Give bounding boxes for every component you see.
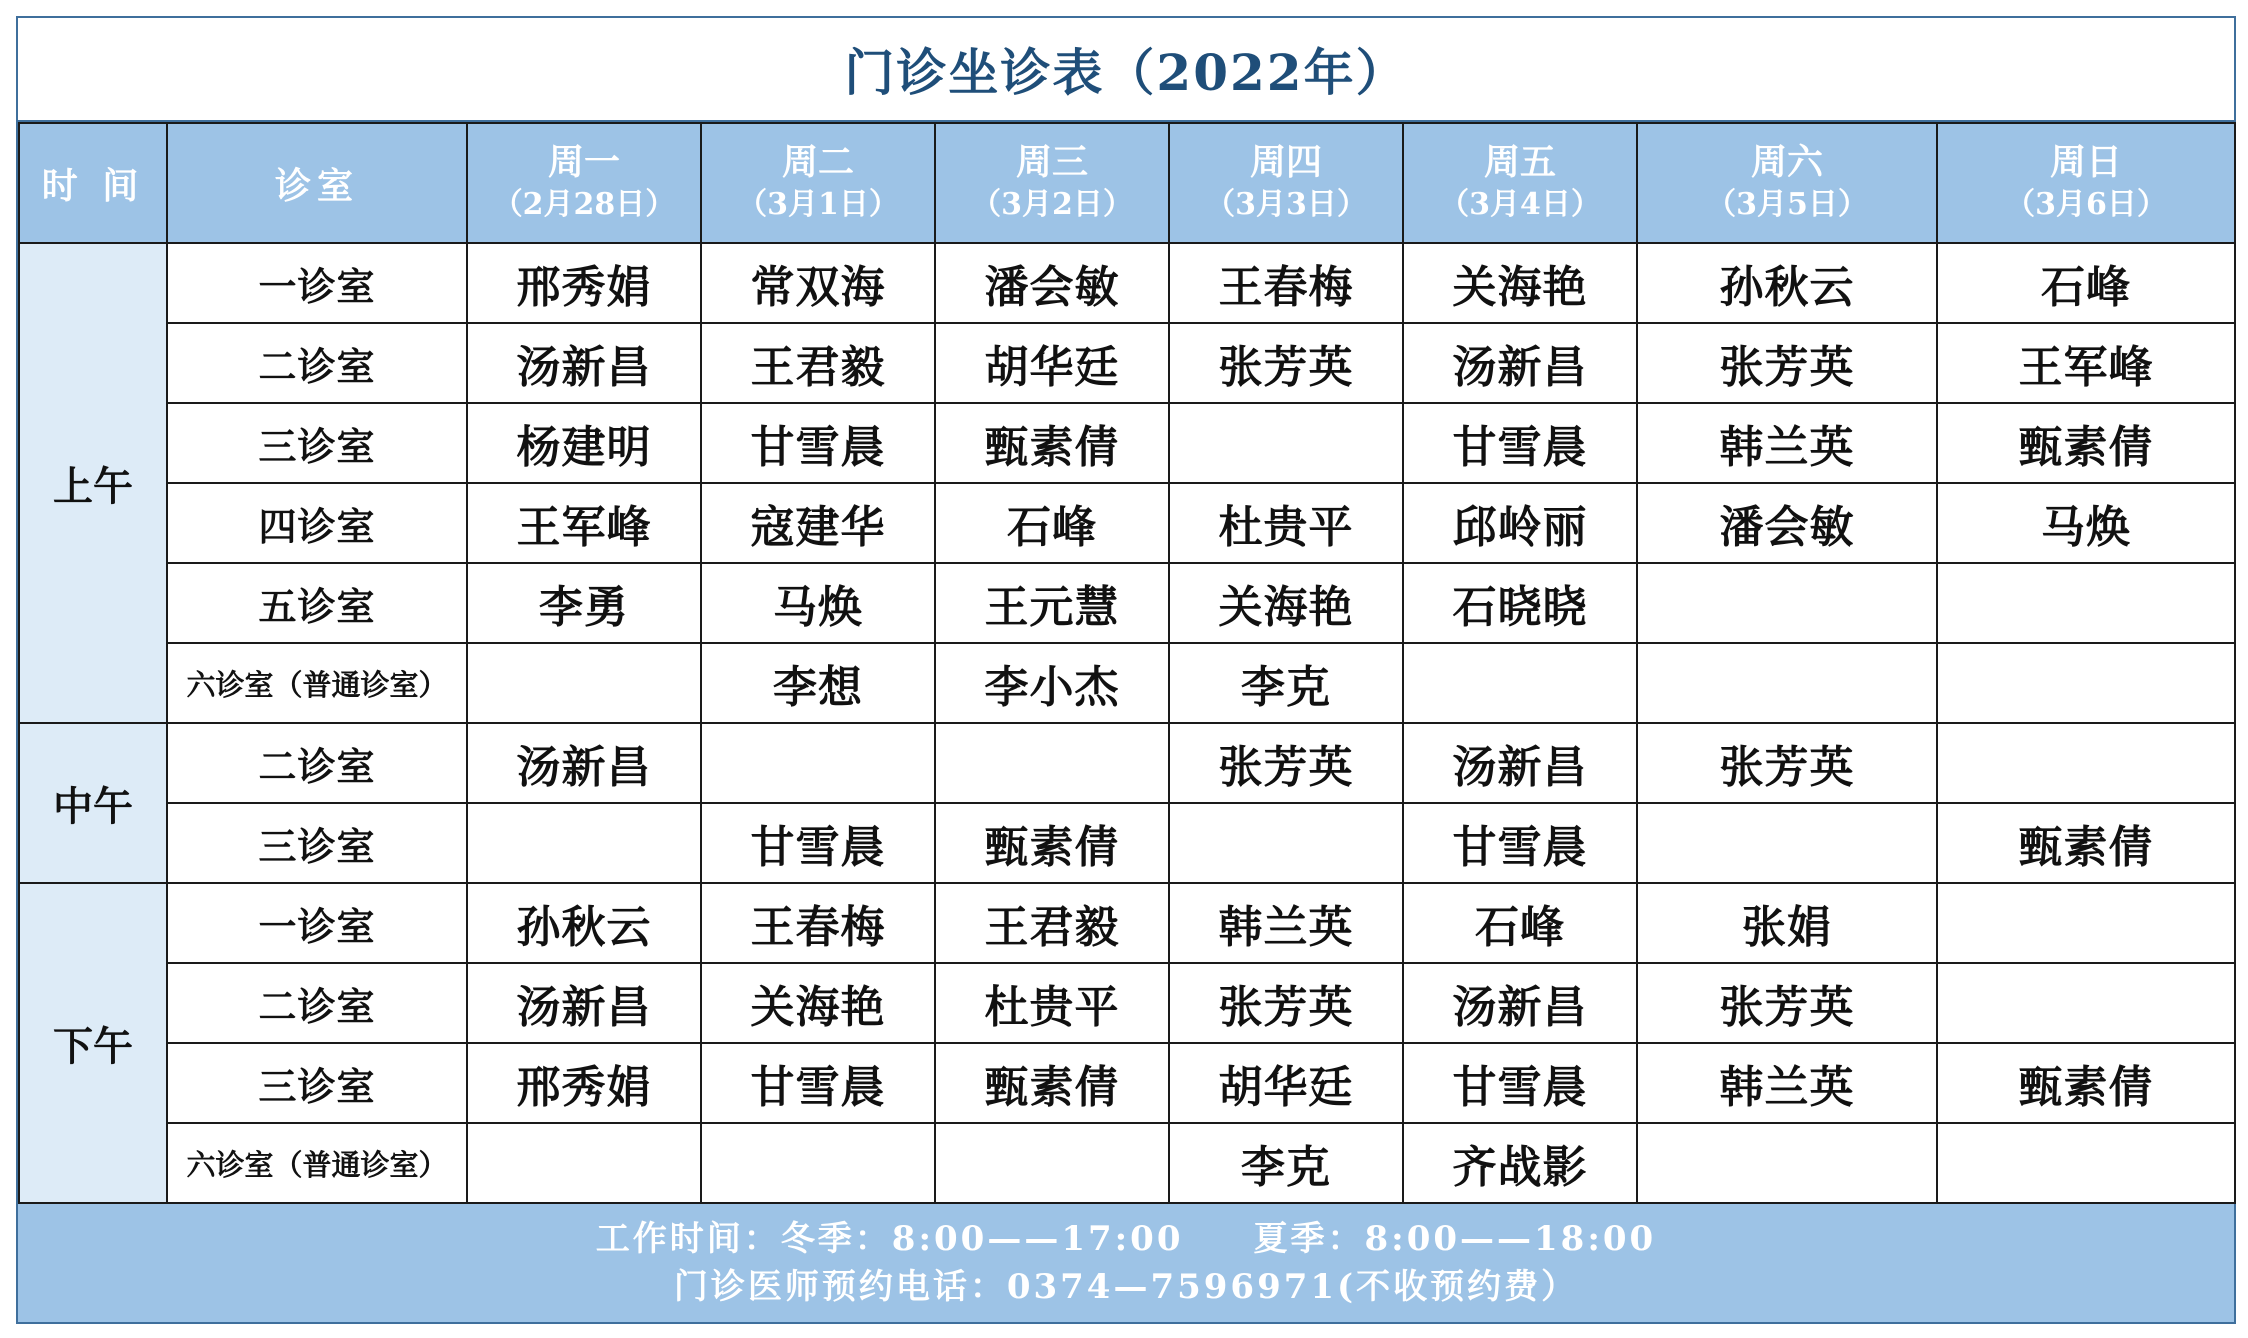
doctor-cell: 王春梅 — [1169, 243, 1403, 323]
doctor-cell: 汤新昌 — [1403, 323, 1637, 403]
doctor-cell: 张芳英 — [1169, 723, 1403, 803]
doctor-cell: 李小杰 — [935, 643, 1169, 723]
doctor-cell — [467, 643, 701, 723]
doctor-cell: 张娟 — [1637, 883, 1937, 963]
time-column-header: 时 间 — [19, 123, 167, 243]
doctor-cell: 王君毅 — [701, 323, 935, 403]
doctor-cell — [1937, 723, 2235, 803]
doctor-cell: 杜贵平 — [935, 963, 1169, 1043]
doctor-cell — [1169, 403, 1403, 483]
doctor-cell: 韩兰英 — [1169, 883, 1403, 963]
doctor-cell: 张芳英 — [1169, 963, 1403, 1043]
table-row — [19, 1123, 2235, 1203]
doctor-cell: 邢秀娟 — [467, 243, 701, 323]
doctor-cell: 甘雪晨 — [1403, 1043, 1637, 1123]
doctor-cell: 汤新昌 — [467, 323, 701, 403]
doctor-cell: 马焕 — [701, 563, 935, 643]
room-cell: 三诊室 — [167, 803, 467, 883]
doctor-cell: 马焕 — [1937, 483, 2235, 563]
table-row — [19, 963, 2235, 1043]
table-row — [19, 243, 2235, 323]
doctor-cell: 甄素倩 — [1937, 1043, 2235, 1123]
doctor-cell: 常双海 — [701, 243, 935, 323]
hours-summer: 夏季：8:00——18:00 — [1253, 1219, 1657, 1259]
room-cell: 六诊室（普通诊室） — [167, 1123, 467, 1203]
doctor-cell: 汤新昌 — [1403, 963, 1637, 1043]
doctor-cell: 汤新昌 — [1403, 723, 1637, 803]
day-date: （3月6日） — [2005, 187, 2167, 222]
doctor-cell — [1937, 883, 2235, 963]
doctor-cell: 甄素倩 — [935, 403, 1169, 483]
doctor-cell: 李克 — [1169, 1123, 1403, 1203]
doctor-cell: 甄素倩 — [1937, 403, 2235, 483]
doctor-cell: 李克 — [1169, 643, 1403, 723]
doctor-cell: 潘会敏 — [935, 243, 1169, 323]
doctor-cell: 甄素倩 — [935, 803, 1169, 883]
doctor-cell: 甘雪晨 — [701, 803, 935, 883]
doctor-cell: 孙秋云 — [467, 883, 701, 963]
header-row — [19, 123, 2235, 243]
doctor-cell: 寇建华 — [701, 483, 935, 563]
table-row — [19, 563, 2235, 643]
table-row — [19, 323, 2235, 403]
doctor-cell: 胡华廷 — [1169, 1043, 1403, 1123]
table-row — [19, 403, 2235, 483]
doctor-cell: 关海艳 — [701, 963, 935, 1043]
day-name: 周四 — [1249, 141, 1322, 183]
day-name: 周三 — [1015, 141, 1088, 183]
room-cell: 六诊室（普通诊室） — [167, 643, 467, 723]
day-header-thu — [1169, 123, 1403, 243]
doctor-cell — [1637, 1123, 1937, 1203]
doctor-cell: 甘雪晨 — [701, 1043, 935, 1123]
doctor-cell — [701, 1123, 935, 1203]
doctor-cell: 石峰 — [1403, 883, 1637, 963]
day-name: 周五 — [1483, 141, 1556, 183]
day-header-sat — [1637, 123, 1937, 243]
doctor-cell — [467, 803, 701, 883]
doctor-cell: 王军峰 — [467, 483, 701, 563]
day-header-wed — [935, 123, 1169, 243]
doctor-cell: 关海艳 — [1169, 563, 1403, 643]
day-date: （2月28日） — [492, 187, 676, 222]
table-row — [19, 723, 2235, 803]
day-name: 周二 — [781, 141, 854, 183]
doctor-cell: 甘雪晨 — [701, 403, 935, 483]
doctor-cell: 张芳英 — [1637, 723, 1937, 803]
doctor-cell — [1637, 643, 1937, 723]
room-column-header: 诊室 — [167, 123, 467, 243]
room-cell: 二诊室 — [167, 963, 467, 1043]
room-cell: 五诊室 — [167, 563, 467, 643]
room-cell: 二诊室 — [167, 323, 467, 403]
day-date: （3月5日） — [1706, 187, 1868, 222]
doctor-cell: 关海艳 — [1403, 243, 1637, 323]
table-row — [19, 643, 2235, 723]
page-title: 门诊坐诊表（2022年） — [18, 18, 2234, 122]
doctor-cell: 李勇 — [467, 563, 701, 643]
doctor-cell — [1937, 563, 2235, 643]
day-header-tue — [701, 123, 935, 243]
room-cell: 二诊室 — [167, 723, 467, 803]
doctor-cell: 甄素倩 — [1937, 803, 2235, 883]
doctor-cell — [467, 1123, 701, 1203]
doctor-cell: 石晓晓 — [1403, 563, 1637, 643]
table-row — [19, 483, 2235, 563]
day-header-fri — [1403, 123, 1637, 243]
doctor-cell: 孙秋云 — [1637, 243, 1937, 323]
doctor-cell: 张芳英 — [1169, 323, 1403, 403]
day-header-sun — [1937, 123, 2235, 243]
doctor-cell — [701, 723, 935, 803]
appointment-phone: 门诊医师预约电话：0374—7596971(不收预约费） — [673, 1267, 1579, 1307]
day-name: 周六 — [1750, 141, 1823, 183]
hours-winter: 工作时间：冬季：8:00——17:00 — [595, 1219, 1184, 1259]
day-date: （3月3日） — [1205, 187, 1367, 222]
doctor-cell: 王君毅 — [935, 883, 1169, 963]
period-afternoon: 下午 — [19, 883, 167, 1203]
day-date: （3月1日） — [737, 187, 899, 222]
schedule-sheet — [16, 16, 2236, 1324]
doctor-cell: 王春梅 — [701, 883, 935, 963]
doctor-cell — [935, 1123, 1169, 1203]
doctor-cell — [1637, 803, 1937, 883]
day-name: 周一 — [547, 141, 620, 183]
doctor-cell — [1403, 643, 1637, 723]
day-date: （3月4日） — [1439, 187, 1601, 222]
doctor-cell: 甘雪晨 — [1403, 803, 1637, 883]
doctor-cell: 杨建明 — [467, 403, 701, 483]
doctor-cell: 甘雪晨 — [1403, 403, 1637, 483]
doctor-cell: 李想 — [701, 643, 935, 723]
doctor-cell: 韩兰英 — [1637, 403, 1937, 483]
doctor-cell: 邱岭丽 — [1403, 483, 1637, 563]
doctor-cell — [1937, 963, 2235, 1043]
doctor-cell — [1937, 1123, 2235, 1203]
room-cell: 四诊室 — [167, 483, 467, 563]
table-row — [19, 883, 2235, 963]
doctor-cell: 汤新昌 — [467, 723, 701, 803]
doctor-cell: 石峰 — [935, 483, 1169, 563]
doctor-cell — [935, 723, 1169, 803]
period-noon: 中午 — [19, 723, 167, 883]
doctor-cell: 杜贵平 — [1169, 483, 1403, 563]
doctor-cell: 汤新昌 — [467, 963, 701, 1043]
footer-info — [18, 1204, 2234, 1322]
doctor-cell: 王元慧 — [935, 563, 1169, 643]
day-header-mon — [467, 123, 701, 243]
doctor-cell: 胡华廷 — [935, 323, 1169, 403]
doctor-cell: 张芳英 — [1637, 323, 1937, 403]
doctor-cell: 石峰 — [1937, 243, 2235, 323]
working-hours — [596, 1215, 1656, 1263]
day-name: 周日 — [2049, 141, 2122, 183]
doctor-cell: 韩兰英 — [1637, 1043, 1937, 1123]
doctor-cell: 张芳英 — [1637, 963, 1937, 1043]
room-cell: 一诊室 — [167, 883, 467, 963]
doctor-cell: 邢秀娟 — [467, 1043, 701, 1123]
room-cell: 一诊室 — [167, 243, 467, 323]
doctor-cell: 齐战影 — [1403, 1123, 1637, 1203]
doctor-cell: 甄素倩 — [935, 1043, 1169, 1123]
room-cell: 三诊室 — [167, 403, 467, 483]
doctor-cell — [1169, 803, 1403, 883]
schedule-table — [18, 122, 2236, 1204]
doctor-cell: 潘会敏 — [1637, 483, 1937, 563]
table-row — [19, 803, 2235, 883]
room-cell: 三诊室 — [167, 1043, 467, 1123]
table-row — [19, 1043, 2235, 1123]
doctor-cell — [1637, 563, 1937, 643]
period-morning: 上午 — [19, 243, 167, 723]
day-date: （3月2日） — [971, 187, 1133, 222]
doctor-cell — [1937, 643, 2235, 723]
doctor-cell: 王军峰 — [1937, 323, 2235, 403]
